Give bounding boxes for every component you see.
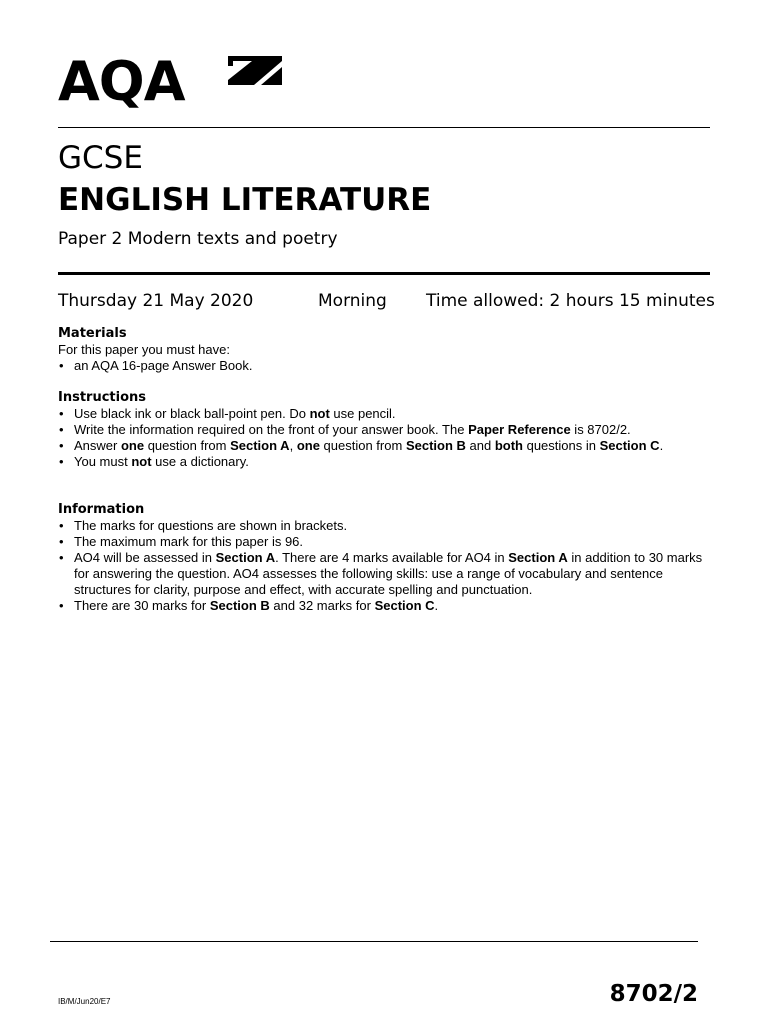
list-item: • The maximum mark for this paper is 96. — [58, 534, 710, 550]
aqa-logo-mark-icon — [224, 54, 286, 88]
exam-date: Thursday 21 May 2020 — [58, 291, 254, 311]
instructions-heading: Instructions — [58, 390, 147, 405]
list-item: • Answer one question from Section A, one question from Section B and both questions in Section C. — [58, 438, 710, 454]
header-rule — [58, 127, 710, 128]
list-item: • an AQA 16-page Answer Book. — [58, 358, 710, 374]
instructions-list — [58, 406, 710, 470]
footer-rule — [50, 941, 698, 942]
title-rule — [58, 272, 710, 275]
materials-list — [58, 358, 710, 374]
list-item: • The marks for questions are shown in brackets. — [58, 518, 710, 534]
instructions-section — [58, 390, 710, 470]
information-heading: Information — [58, 502, 145, 517]
information-section — [58, 502, 710, 614]
list-item: • Use black ink or black ball-point pen. Do not use pencil. — [58, 406, 710, 422]
list-item: • There are 30 marks for Section B and 32 marks for Section C. — [58, 598, 710, 614]
paper-title: Paper 2 Modern texts and poetry — [58, 229, 338, 249]
exam-session: Morning — [318, 291, 387, 311]
list-item: • AO4 will be assessed in Section A. There are 4 marks available for AO4 in Section A in addition to 30 marks for answering the question. AO4 assesses the following skills: use a range of vocabulary and sentence structures for clarity, purpose and effect, with accurate spelling and punctuation. — [58, 550, 710, 598]
information-list — [58, 518, 710, 614]
paper-code: 8702/2 — [609, 981, 698, 1007]
list-item: • Write the information required on the front of your answer book. The Paper Reference is 8702/2. — [58, 422, 710, 438]
list-item: • You must not use a dictionary. — [58, 454, 710, 470]
materials-section — [58, 326, 710, 374]
materials-intro: For this paper you must have: — [58, 342, 230, 357]
subject-title: ENGLISH LITERATURE — [58, 182, 432, 218]
logo-text: AQA — [58, 50, 185, 113]
time-allowed: Time allowed: 2 hours 15 minutes — [426, 291, 715, 311]
footer-reference: IB/M/Jun20/E7 — [58, 997, 111, 1006]
materials-heading: Materials — [58, 326, 127, 341]
qualification-title: GCSE — [58, 140, 143, 176]
